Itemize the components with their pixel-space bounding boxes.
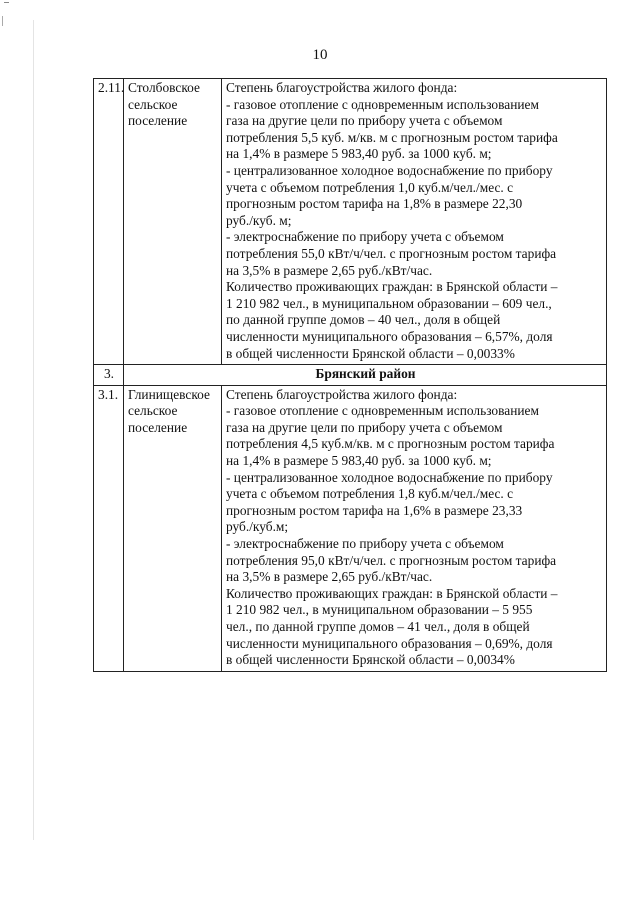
section-title: Брянский район <box>124 365 607 386</box>
settlement-name-line: поселение <box>128 113 188 129</box>
section-row <box>94 365 607 386</box>
description-line: руб./куб.м; <box>226 519 289 535</box>
housing-table <box>93 78 607 672</box>
row-number: 2.11. <box>94 79 124 365</box>
settlement-name-line: Глинищевское <box>128 386 210 402</box>
description-line: на 3,5% в размере 2,65 руб./кВт/час. <box>226 569 433 585</box>
description-line: потребления 95,0 кВт/ч/чел. с прогнозным ростом тарифа <box>226 552 557 568</box>
description-line: Количество проживающих граждан: в Брянской области – <box>226 585 558 601</box>
description-line: Степень благоустройства жилого фонда: <box>226 80 458 95</box>
settlement-name-line: сельское <box>128 96 178 112</box>
description-line: 1 210 982 чел., в муниципальном образовании – 609 чел., <box>226 295 552 311</box>
settlement-name-line: сельское <box>128 403 178 419</box>
description-line: газа на другие цели по прибору учета с объемом <box>226 419 503 435</box>
description-line: потребления 5,5 куб. м/кв. м с прогнозным ростом тарифа <box>226 129 558 145</box>
table-row <box>94 385 607 671</box>
description-line: в общей численности Брянской области – 0,0034% <box>226 652 515 668</box>
description-line: 1 210 982 чел., в муниципальном образовании – 5 955 <box>226 602 533 618</box>
row-number: 3.1. <box>94 385 124 671</box>
description-line: прогнозным ростом тарифа на 1,8% в размере 22,30 <box>226 196 523 212</box>
description-line: чел., по данной группе домов – 41 чел., доля в общей <box>226 619 530 634</box>
settlement-name-line: поселение <box>128 419 188 435</box>
description-line: учета с объемом потребления 1,0 куб.м/чел./мес. с <box>226 179 514 195</box>
description-line: - электроснабжение по прибору учета с объемом <box>226 536 504 552</box>
settlement-name <box>124 79 222 365</box>
scan-mark <box>2 16 3 26</box>
section-number: 3. <box>94 365 124 386</box>
description-line: - электроснабжение по прибору учета с объемом <box>226 229 504 245</box>
settlement-name-line: Столбовское <box>128 80 200 95</box>
description-line: потребления 4,5 куб.м/кв. м с прогнозным ростом тарифа <box>226 436 555 452</box>
description-line: Количество проживающих граждан: в Брянской области – <box>226 279 558 295</box>
description-line: Степень благоустройства жилого фонда: <box>226 386 458 402</box>
description-line: в общей численности Брянской области – 0,0033% <box>226 345 515 361</box>
description-line: потребления 55,0 кВт/ч/чел. с прогнозным ростом тарифа <box>226 245 557 261</box>
description-line: на 1,4% в размере 5 983,40 руб. за 1000 куб. м; <box>226 453 492 469</box>
scan-mark <box>4 2 9 3</box>
table-row <box>94 79 607 365</box>
scan-mark <box>33 20 34 840</box>
description-line: учета с объемом потребления 1,8 куб.м/чел./мес. с <box>226 486 514 502</box>
description-line: руб./куб. м; <box>226 212 292 228</box>
housing-description <box>222 79 607 365</box>
housing-description <box>222 385 607 671</box>
description-line: - газовое отопление с одновременным использованием <box>226 403 539 419</box>
description-line: прогнозным ростом тарифа на 1,6% в размере 23,33 <box>226 502 523 518</box>
description-line: - газовое отопление с одновременным использованием <box>226 96 539 112</box>
description-line: на 3,5% в размере 2,65 руб./кВт/час. <box>226 262 433 278</box>
description-line: - централизованное холодное водоснабжение по прибору <box>226 162 553 178</box>
page-number: 10 <box>312 47 328 63</box>
description-line: численности муниципального образования – 6,57%, доля <box>226 328 553 344</box>
description-line: на 1,4% в размере 5 983,40 руб. за 1000 куб. м; <box>226 146 492 162</box>
description-line: по данной группе домов – 40 чел., доля в общей <box>226 312 501 328</box>
settlement-name <box>124 385 222 671</box>
description-line: газа на другие цели по прибору учета с объемом <box>226 113 503 129</box>
description-line: - централизованное холодное водоснабжение по прибору <box>226 469 553 485</box>
description-line: численности муниципального образования – 0,69%, доля <box>226 635 553 651</box>
